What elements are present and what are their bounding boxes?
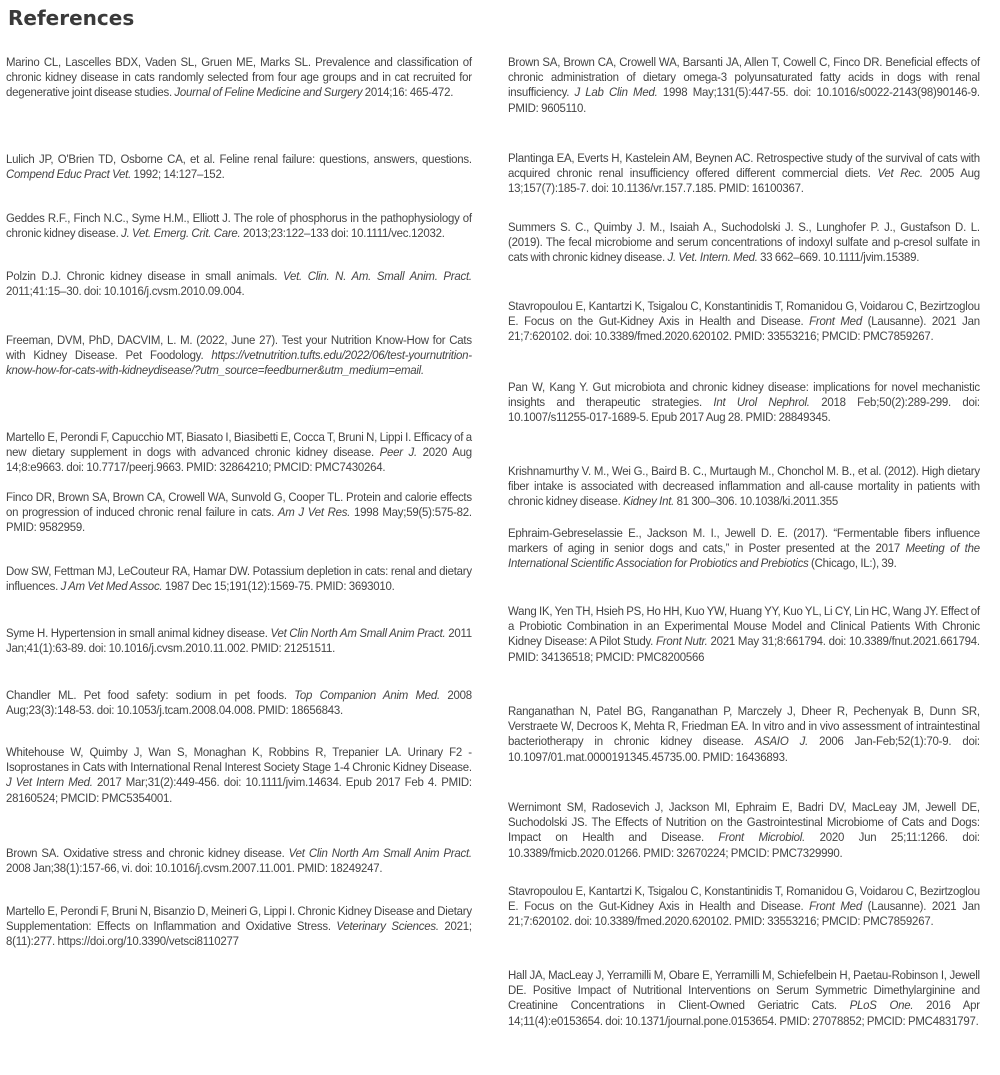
reference-journal: ASAIO J. <box>754 734 809 749</box>
reference-text: 2011;41:15–30. doi: 10.1016/j.cvsm.2010.09.004. <box>6 284 245 299</box>
reference-entry <box>6 626 472 656</box>
reference-entry <box>508 604 980 665</box>
reference-entry <box>508 526 980 572</box>
reference-text: 2017 Mar;31(2):449-456. doi: 10.1111/jvim.14634. Epub 2017 Feb 4. PMID: 28160524; PMCID: PMC5354001. <box>6 775 472 805</box>
reference-text: Whitehouse W, Quimby J, Wan S, Monaghan K, Robbins R, Trepanier LA. Urinary F2 -Isoprostanes in Cats with International Renal Interest Society Stage 1-4 Chronic Kidney Disease. <box>6 745 472 775</box>
reference-text: 1998 May;59(5):575-82. PMID: 9582959. <box>6 505 472 535</box>
reference-text: Stavropoulou E, Kantartzi K, Tsigalou C, Konstantinidis T, Romanidou G, Voidarou C, Bezirtzoglou E. Focus on the Gut-Kidney Axis in Health and Disease. <box>508 884 980 914</box>
reference-journal: Top Companion Anim Med. <box>294 688 440 702</box>
reference-journal: PLoS One. <box>849 998 914 1013</box>
reference-text: Lulich JP, O'Brien TD, Osborne CA, et al. Feline renal failure: questions, answers, questions. <box>6 152 472 166</box>
reference-text: Stavropoulou E, Kantartzi K, Tsigalou C, Konstantinidis T, Romanidou G, Voidarou C, Bezirtzoglou E. Focus on the Gut-Kidney Axis in Health and Disease. <box>508 299 980 329</box>
reference-text: 2020 Aug 14;8:e9663. doi: 10.7717/peerj.9663. PMID: 32864210; PMCID: PMC7430264. <box>6 445 472 475</box>
reference-text: (Lausanne). 2021 Jan 21;7:620102. doi: 10.3389/fmed.2020.620102. PMID: 33553216; PMCID: PMC7859267. <box>508 314 980 344</box>
reference-journal: J. Vet. Emerg. Crit. Care. <box>121 226 241 241</box>
reference-entry <box>6 333 472 379</box>
reference-text: 33 662–669. 10.1111/jvim.15389. <box>757 250 920 265</box>
reference-text: 2016 Apr 14;11(4):e0153654. doi: 10.1371/journal.pone.0153654. PMID: 27078852; PMCID: PMC4831797. <box>508 998 980 1028</box>
reference-journal: https://vetnutrition.tufts.edu/2022/06/test-yournutrition-know-how-for-cats-with-kidneydisease/?utm_source=feedburner&utm_medium=email. <box>6 348 472 378</box>
reference-text: 2008 Aug;23(3):148-53. doi: 10.1053/j.tcam.2008.04.008. PMID: 18656843. <box>6 688 472 718</box>
reference-entry <box>6 904 472 950</box>
reference-text: Finco DR, Brown SA, Brown CA, Crowell WA, Sunvold G, Cooper TL. Protein and calorie effects on progression of induced chronic renal failure in cats. <box>6 490 472 520</box>
reference-text: 1998 May;131(5):447-55. doi: 10.1016/s0022-2143(98)90146-9. PMID: 9605110. <box>508 85 980 115</box>
reference-text: Marino CL, Lascelles BDX, Vaden SL, Gruen ME, Marks SL. Prevalence and classification of chronic kidney disease in cats randomly selected from four age groups and in cat recruited for degenerative joint disease studies. <box>6 55 472 100</box>
reference-entry <box>508 704 980 765</box>
reference-text: Brown SA. Oxidative stress and chronic kidney disease. <box>6 846 289 860</box>
reference-entry <box>6 211 472 241</box>
reference-text: Chandler ML. Pet food safety: sodium in pet foods. <box>6 688 295 702</box>
reference-journal: J Lab Clin Med. <box>574 85 658 100</box>
reference-text: 2021; 8(11):277. https://doi.org/10.3390/vetsci8110277 <box>6 919 472 949</box>
reference-entry <box>508 299 980 345</box>
reference-entry <box>508 464 980 510</box>
reference-text: 2013;23:122–133 doi: 10.1111/vec.12032. <box>240 226 445 241</box>
reference-text: Hall JA, MacLeay J, Yerramilli M, Obare E, Yerramilli M, Schiefelbein H, Paetau-Robinson I, Jewell DE. Positive Impact of Nutritional Interventions on Serum Symmetric Dimethylarginine and Creatinine Concentrations in Client-Owned Geriatric Cats. <box>508 968 980 1013</box>
reference-journal: Vet Clin North Am Small Anim Pract. <box>270 626 446 640</box>
reference-journal: Int Urol Nephrol. <box>713 395 810 410</box>
reference-journal: Journal of Feline Medicine and Surgery <box>174 85 363 100</box>
reference-text: Polzin D.J. Chronic kidney disease in small animals. <box>6 269 283 283</box>
reference-text: Syme H. Hypertension in small animal kidney disease. <box>6 626 271 640</box>
reference-text: Ranganathan N, Patel BG, Ranganathan P, Marczely J, Dheer R, Pechenyak B, Dunn SR, Verstraete W, Decroos K, Mehta R, Friedman EA. In vitro and in vivo assessment of intraintestinal bacteriotherapy in chronic kidney disease. <box>508 704 980 749</box>
reference-journal: Compend Educ Pract Vet. <box>6 167 132 182</box>
reference-journal: Front Med <box>809 899 862 914</box>
reference-text: Freeman, DVM, PhD, DACVIM, L. M. (2022, June 27). Test your Nutrition Know-How for Cats with Kidney Disease. Pet Foodology. <box>6 333 472 363</box>
reference-text: 2014;16: 465-472. <box>362 85 454 100</box>
reference-journal: J Am Vet Med Assoc. <box>60 579 163 594</box>
reference-journal: Front Med <box>809 314 862 329</box>
reference-entry <box>6 564 472 594</box>
reference-text: 2006 Jan-Feb;52(1):70-9. doi: 10.1097/01.mat.0000191345.45735.00. PMID: 16436893. <box>508 734 980 764</box>
reference-text: Pan W, Kang Y. Gut microbiota and chronic kidney disease: implications for novel mechanistic insights and therapeutic strategies. <box>508 380 980 410</box>
reference-journal: Vet. Clin. N. Am. Small Anim. Pract. <box>282 269 472 283</box>
reference-entry <box>6 55 472 101</box>
reference-entry <box>6 490 472 536</box>
reference-journal: Vet Rec. <box>877 166 923 181</box>
reference-text: (Chicago, IL:), 39. <box>808 556 897 571</box>
reference-text: 2005 Aug 13;157(7):185-7. doi: 10.1136/vr.157.7.185. PMID: 16100367. <box>508 166 980 196</box>
reference-entry <box>508 800 980 861</box>
reference-entry <box>508 151 980 197</box>
reference-text: Dow SW, Fettman MJ, LeCouteur RA, Hamar DW. Potassium depletion in cats: renal and dietary influences. <box>6 564 472 594</box>
reference-entry <box>6 688 472 718</box>
reference-text: Krishnamurthy V. M., Wei G., Baird B. C., Murtaugh M., Chonchol M. B., et al. (2012). High dietary fiber intake is associated with decreased inflammation and all-cause mortality in patients with chronic kidney disease. <box>508 464 980 509</box>
reference-entry <box>508 220 980 266</box>
reference-text: 2018 Feb;50(2):289-299. doi: 10.1007/s11255-017-1689-5. Epub 2017 Aug 28. PMID: 28849345. <box>508 395 980 425</box>
reference-journal: Meeting of the International Scientific Association for Probiotics and Prebiotics <box>508 541 980 571</box>
reference-entry <box>6 269 472 299</box>
reference-text: (Lausanne). 2021 Jan 21;7:620102. doi: 10.3389/fmed.2020.620102. PMID: 33553216; PMCID: PMC7859267. <box>508 899 980 929</box>
reference-journal: J. Vet. Intern. Med. <box>667 250 758 265</box>
reference-text: 81 300–306. 10.1038/ki.2011.355 <box>674 494 839 509</box>
reference-entry <box>508 884 980 930</box>
reference-text: 1987 Dec 15;191(12):1569-75. PMID: 3693010. <box>162 579 395 594</box>
reference-journal: Front Microbiol. <box>718 830 806 845</box>
reference-text: Martello E, Perondi F, Bruni N, Bisanzio D, Meineri G, Lippi I. Chronic Kidney Disease and Dietary Supplementation: Effects on Inflammation and Oxidative Stress. <box>6 904 472 934</box>
reference-text: Plantinga EA, Everts H, Kastelein AM, Beynen AC. Retrospective study of the survival of cats with acquired chronic renal insufficiency offered different commercial diets. <box>508 151 980 181</box>
reference-entry <box>6 745 472 806</box>
reference-entry <box>6 430 472 476</box>
reference-journal: Front Nutr. <box>656 634 708 649</box>
reference-entry <box>6 846 472 876</box>
reference-text: 2008 Jan;38(1):157-66, vi. doi: 10.1016/j.cvsm.2007.11.001. PMID: 18249247. <box>6 861 383 876</box>
reference-text: Brown SA, Brown CA, Crowell WA, Barsanti JA, Allen T, Cowell C, Finco DR. Beneficial effects of chronic administration of dietary omega-3 polyunsaturated fatty acids in dogs with renal insufficiency. <box>508 55 980 100</box>
reference-text: 1992; 14:127–152. <box>131 167 225 182</box>
reference-text: 2021 May 31;8:661794. doi: 10.3389/fnut.2021.661794. PMID: 34136518; PMCID: PMC8200566 <box>508 634 980 664</box>
reference-entry <box>6 152 472 182</box>
reference-text: Geddes R.F., Finch N.C., Syme H.M., Elliott J. The role of phosphorus in the pathophysiology of chronic kidney disease. <box>6 211 472 241</box>
reference-text: 2020 Jun 25;11:1266. doi: 10.3389/fmicb.2020.01266. PMID: 32670224; PMCID: PMC7329990. <box>508 830 980 860</box>
reference-entry <box>508 380 980 426</box>
reference-entry <box>508 55 980 116</box>
page-title: References <box>8 6 135 30</box>
reference-journal: Veterinary Sciences. <box>336 919 439 934</box>
reference-journal: Peer J. <box>379 445 417 460</box>
reference-journal: Kidney Int. <box>623 494 675 509</box>
reference-journal: J Vet Intern Med. <box>6 775 93 790</box>
reference-text: Ephraim-Gebreselassie E., Jackson M. I., Jewell D. E. (2017). “Fermentable fibers influence markers of aging in senior dogs and cats,” in Poster presented at the 2017 <box>508 526 980 556</box>
reference-journal: Am J Vet Res. <box>277 505 351 520</box>
reference-text: 2011 Jan;41(1):63-89. doi: 10.1016/j.cvsm.2010.11.002. PMID: 21251511. <box>6 626 472 656</box>
reference-text: Summers S. C., Quimby J. M., Isaiah A., Suchodolski J. S., Lunghofer P. J., Gustafson D. L. (2019). The fecal microbiome and serum concentrations of indoxyl sulfate and p-cresol sulfate in cats with chronic kidney disease. <box>508 220 980 265</box>
reference-text: Wernimont SM, Radosevich J, Jackson MI, Ephraim E, Badri DV, MacLeay JM, Jewell DE, Suchodolski JS. The Effects of Nutrition on the Gastrointestinal Microbiome of Cats and Dogs: Impact on Health and Disease. <box>508 800 980 845</box>
reference-text: Wang IK, Yen TH, Hsieh PS, Ho HH, Kuo YW, Huang YY, Kuo YL, Li CY, Lin HC, Wang JY. Effect of a Probiotic Combination in an Experimental Mouse Model and Clinical Patients With Chronic Kidney Disease: A Pilot Study. <box>508 604 980 649</box>
reference-journal: Vet Clin North Am Small Anim Pract. <box>288 846 472 860</box>
reference-text: Martello E, Perondi F, Capucchio MT, Biasato I, Biasibetti E, Cocca T, Bruni N, Lippi I. Efficacy of a new dietary supplement in dogs with advanced chronic kidney disease. <box>6 430 472 460</box>
reference-entry <box>508 968 980 1029</box>
